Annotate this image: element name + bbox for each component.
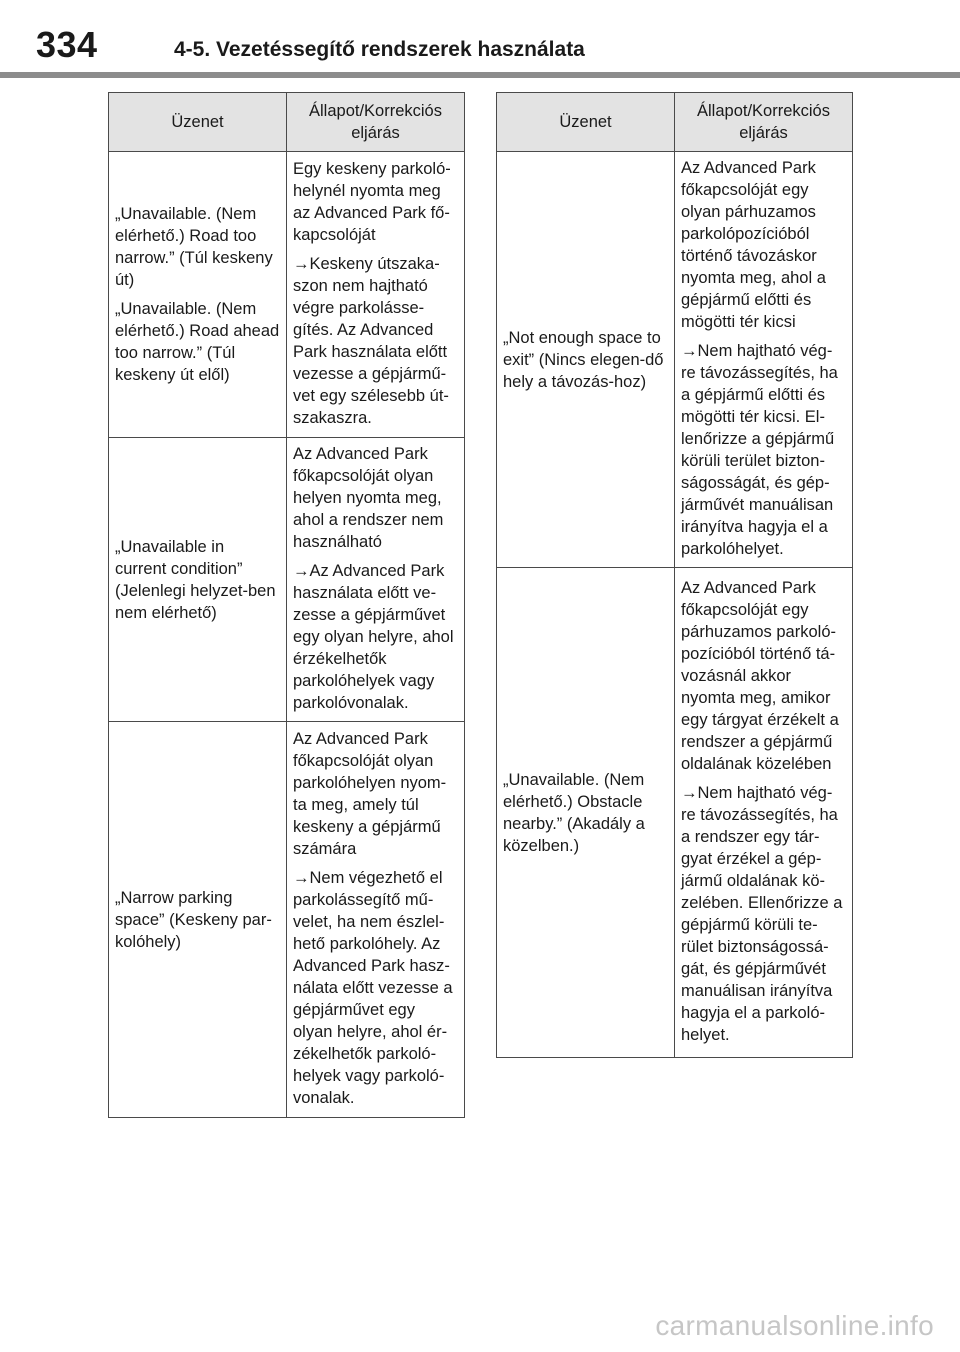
message-cell	[109, 438, 287, 722]
status-text: Egy keskeny parkoló-helynél nyomta meg az Advanced Park fő-kapcsolóját	[293, 159, 451, 244]
table-row	[109, 438, 465, 722]
status-text: Az Advanced Park főkapcsolóját olyan parkolóhelyen nyom-ta meg, amely túl keskeny a gépjármű számára	[293, 729, 447, 858]
status-cell	[287, 438, 465, 722]
table-row	[109, 722, 465, 1118]
message-cell	[497, 568, 675, 1058]
action-text: →Nem végezhető el parkolássegítő mű-velet, ha nem észlel-hető parkolóhely. Az Advanced Park hasz-nálata előtt vezesse a gépjárművet egy olyan helyre, ahol ér-zékelhetők parkoló-helyek vagy parkoló-vonalak.	[293, 868, 453, 1107]
column-header-status: Állapot/Korrekciós eljárás	[675, 93, 853, 152]
message-cell	[497, 152, 675, 568]
column-header-status: Állapot/Korrekciós eljárás	[287, 93, 465, 152]
message-cell	[109, 152, 287, 438]
status-text: Az Advanced Park főkapcsolóját egy olyan párhuzamos parkolópozícióból történő távozáskor nyomta meg, ahol a gépjármű előtti és mögötti tér kicsi	[681, 158, 826, 331]
status-text: Az Advanced Park főkapcsolóját egy párhuzamos parkoló-pozícióból történő tá-vozásnál akkor nyomta meg, amikor egy tárgyat érzékelt a rendszer a gépjármű oldalának közelében	[681, 578, 839, 773]
section-title: 4-5. Vezetéssegítő rendszerek használata	[174, 38, 585, 61]
message-text: „Unavailable. (Nem elérhető.) Road ahead too narrow.” (Túl keskeny út elől)	[115, 300, 280, 384]
action-text: →Az Advanced Park használata előtt ve-zesse a gépjárművet egy olyan helyre, ahol érzékelhetők parkolóhelyek vagy parkolóvonalak.	[293, 561, 454, 712]
message-text: „Unavailable in current condition” (Jelenlegi helyzet-ben nem elérhető)	[115, 537, 276, 622]
page-header	[0, 0, 960, 80]
table-row	[497, 568, 853, 1058]
table-row	[109, 152, 465, 438]
status-cell	[287, 722, 465, 1118]
status-cell	[675, 568, 853, 1058]
action-text: →Nem hajtható vég-re távozássegítés, ha a gépjármű előtti és mögötti tér kicsi. El-lenőrizze a gépjármű körüli terület bizton-ságosságát, és gép-járművét manuálisan irányítva hagyja el a parkolóhelyet.	[681, 341, 838, 558]
status-cell	[287, 152, 465, 438]
message-table-right	[496, 92, 853, 1058]
status-text: Az Advanced Park főkapcsolóját olyan helyen nyomta meg, ahol a rendszer nem használható	[293, 444, 444, 551]
message-text: „Narrow parking space” (Keskeny par-kolóhely)	[115, 888, 272, 951]
table-row	[497, 152, 853, 568]
watermark-logo: carmanualsonline.info	[655, 1310, 934, 1341]
message-table-left	[108, 92, 465, 1118]
action-text: →Keskeny útszaka-szon nem hajtható végre parkolásse-gítés. Az Advanced Park használata előtt vezesse a gépjármű-vet egy szélesebb út-szakaszra.	[293, 254, 449, 427]
table-header-row	[109, 93, 465, 152]
message-text: „Not enough space to exit” (Nincs elegen-dő hely a távozás-hoz)	[503, 328, 664, 391]
message-cell	[109, 722, 287, 1118]
table-header-row	[497, 93, 853, 152]
message-text: „Unavailable. (Nem elérhető.) Obstacle nearby.” (Akadály a közelben.)	[503, 770, 645, 855]
status-cell	[675, 152, 853, 568]
message-text: „Unavailable. (Nem elérhető.) Road too narrow.” (Túl keskeny út)	[115, 205, 273, 289]
action-text: →Nem hajtható vég-re távozássegítés, ha a rendszer egy tár-gyat érzékel a gép-jármű oldalának kö-zelében. Ellenőrizze a gépjármű körüli te-rület biztonságossá-gát, és gépjárművét manuálisan irányítva hagyja el a parkoló-helyet.	[681, 783, 843, 1044]
header-divider	[0, 72, 960, 78]
column-header-message: Üzenet	[109, 93, 287, 152]
column-header-message: Üzenet	[497, 93, 675, 152]
page-number: 334	[36, 24, 98, 65]
